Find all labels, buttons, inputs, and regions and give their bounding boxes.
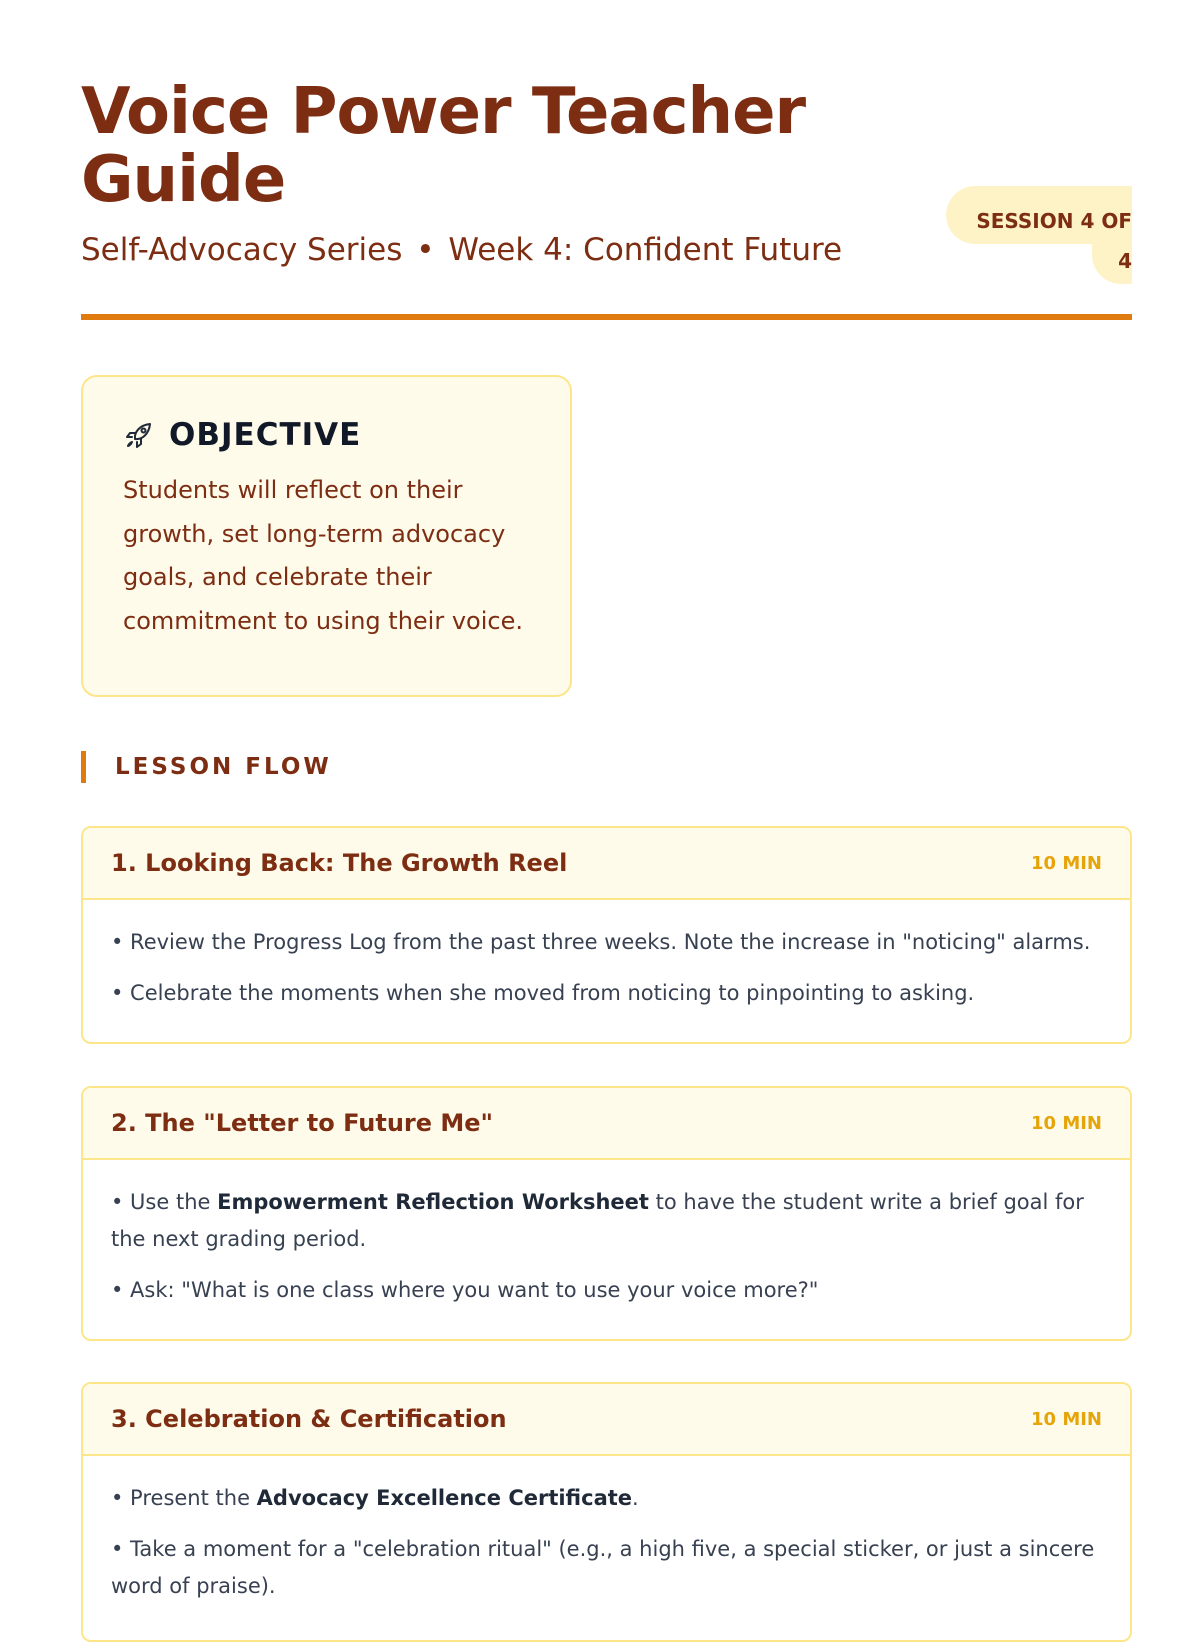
objective-title: OBJECTIVE <box>169 417 362 453</box>
worksheet-name: Empowerment Reflection Worksheet <box>217 1190 649 1214</box>
lesson-step <box>81 826 1132 1044</box>
lesson-step-header <box>83 828 1130 900</box>
rocket-icon <box>123 419 155 451</box>
series-name: Self-Advocacy Series <box>81 232 403 268</box>
session-badge-label: SESSION 4 OF 4 <box>976 209 1132 273</box>
lesson-bullet: • Review the Progress Log from the past three weeks. Note the increase in "noticing" alarms. <box>111 930 1091 954</box>
lesson-step-body <box>83 1160 1130 1309</box>
lesson-step <box>81 1382 1132 1642</box>
objective-header <box>123 417 530 453</box>
lesson-step-title: 2. The "Letter to Future Me" <box>111 1109 494 1137</box>
lesson-bullet: • Use the Empowerment Reflection Worksheet to have the student write a brief goal for the next grading period. <box>111 1190 1084 1251</box>
lesson-flow-label: LESSON FLOW <box>81 751 332 783</box>
objective-text: Students will reflect on their growth, set long-term advocacy goals, and celebrate their commitment to using their voice. <box>123 476 523 635</box>
lesson-bullet: • Celebrate the moments when she moved from noticing to pinpointing to asking. <box>111 981 975 1005</box>
page-title: Voice Power Teacher Guide <box>81 75 806 217</box>
lesson-step-body <box>83 900 1130 1012</box>
lesson-step-header <box>83 1088 1130 1160</box>
lesson-step-title: 1. Looking Back: The Growth Reel <box>111 849 568 877</box>
lesson-step-body <box>83 1456 1130 1605</box>
subtitle-separator: • <box>416 232 435 268</box>
lesson-step <box>81 1086 1132 1341</box>
teacher-guide-page <box>81 0 1132 1598</box>
lesson-bullet: • Take a moment for a "celebration ritual" (e.g., a high five, a special sticker, or just a sincere word of praise). <box>111 1537 1095 1598</box>
lesson-bullet: • Present the Advocacy Excellence Certificate. <box>111 1486 639 1510</box>
page-subtitle <box>81 232 842 268</box>
certificate-name: Advocacy Excellence Certificate <box>256 1486 633 1510</box>
lesson-step-header <box>83 1384 1130 1456</box>
page-header <box>81 0 1132 324</box>
week-name: Week 4: Confident Future <box>448 232 843 268</box>
lesson-step-duration: 10 MIN <box>1031 852 1102 874</box>
lesson-step-duration: 10 MIN <box>1031 1408 1102 1430</box>
lesson-step-title: 3. Celebration & Certification <box>111 1405 507 1433</box>
lesson-step-duration: 10 MIN <box>1031 1112 1102 1134</box>
objective-card <box>81 375 572 697</box>
session-badge <box>946 186 1132 284</box>
lesson-bullet: • Ask: "What is one class where you want to use your voice more?" <box>111 1278 819 1302</box>
header-divider <box>81 314 1132 320</box>
